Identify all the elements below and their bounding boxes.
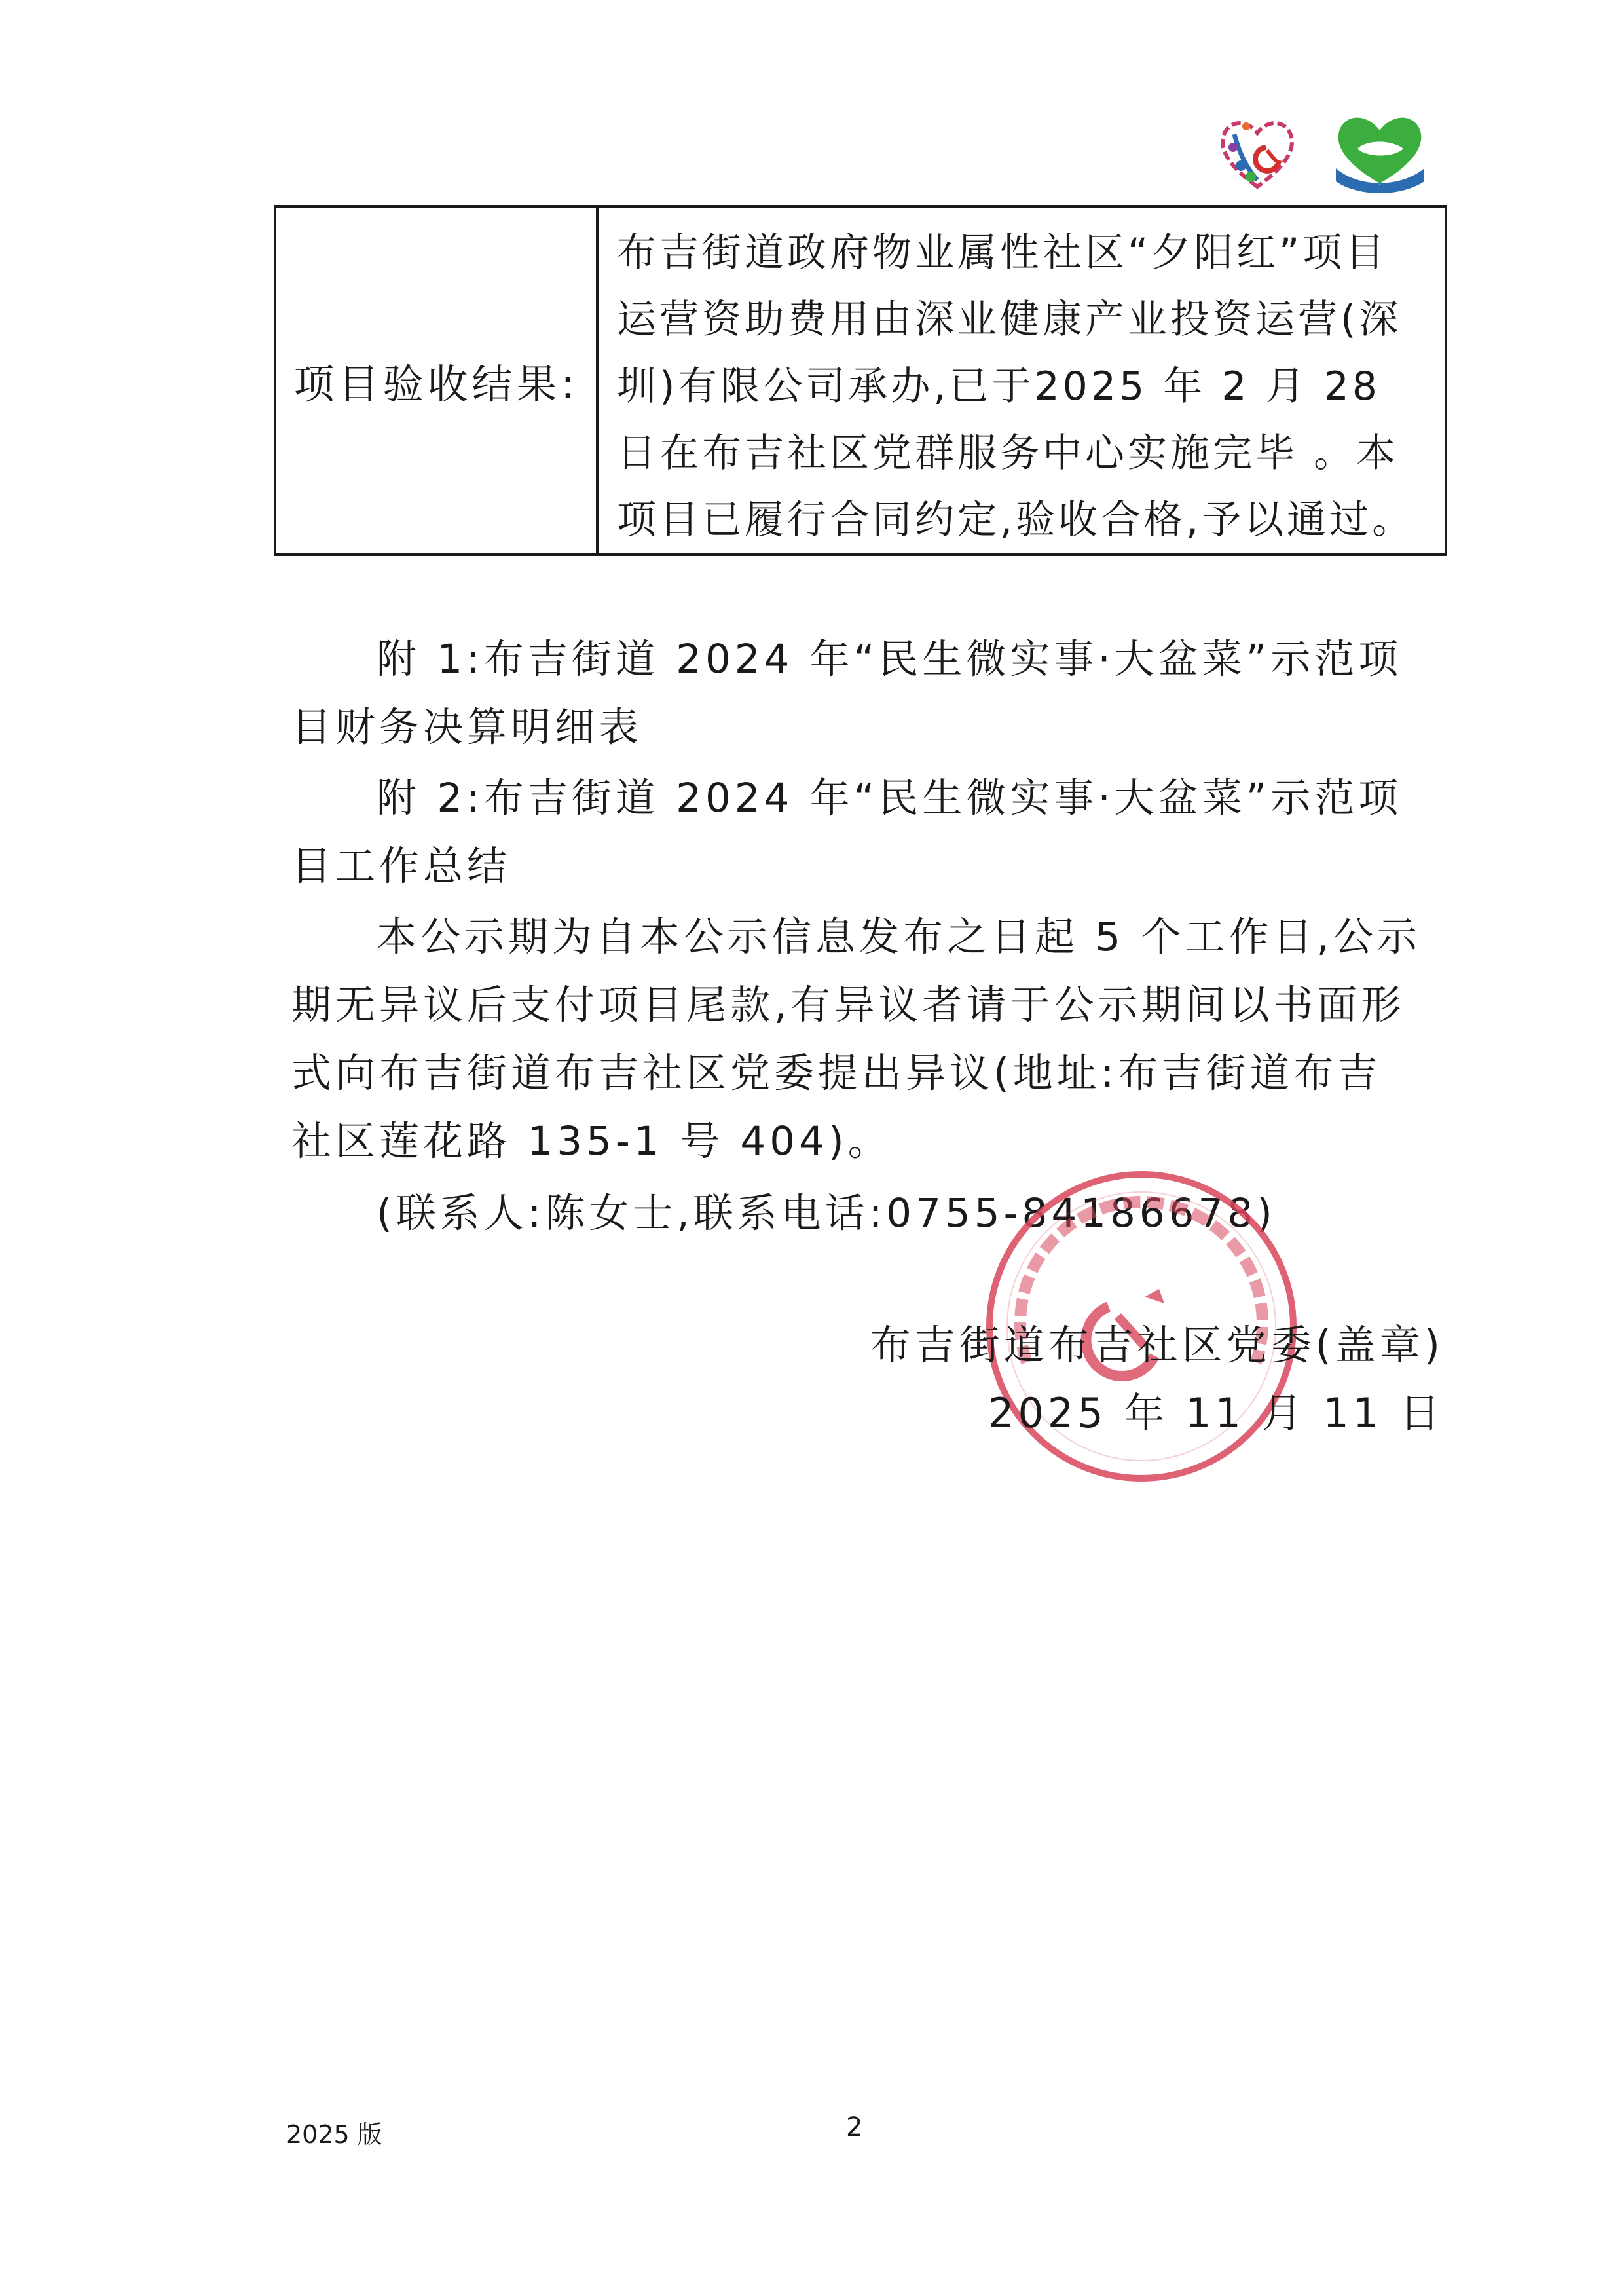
table-content-line: 布吉街道政府物业属性社区“夕阳红”项目	[617, 230, 1388, 276]
green-heart-hands-logo-icon	[1326, 108, 1434, 196]
signature-block	[815, 1311, 1444, 1447]
header-logos	[1215, 108, 1437, 200]
page-number: 2	[846, 2112, 863, 2142]
notice-line: 社区莲花路 135-1 号 404)。	[291, 1118, 892, 1165]
attachment-2-line-1: 附 2:布吉街道 2024 年“民生微实事·大盆菜”示范项	[377, 775, 1403, 821]
notice-line: 期无异议后支付项目尾款,有异议者请于公示期间以书面形	[291, 982, 1405, 1028]
heart-ribbon-logo-icon	[1215, 108, 1300, 196]
table-label-cell: 项目验收结果:	[275, 206, 597, 555]
contact-info: (联系人:陈女士,联系电话:0755-84186678)	[377, 1190, 1276, 1237]
signature-date: 2025 年 11 月 11 日	[987, 1389, 1444, 1437]
attachment-2-line-2: 目工作总结	[291, 843, 511, 889]
table-content-line: 项目已履行合同约定,验收合格,予以通过。	[617, 497, 1415, 543]
table-content-line: 圳)有限公司承办,已于2025 年 2 月 28	[617, 364, 1380, 409]
attachment-1-line-1: 附 1:布吉街道 2024 年“民生微实事·大盆菜”示范项	[377, 636, 1403, 682]
table-content-line: 日在布吉社区党群服务中心实施完毕 。本	[617, 430, 1399, 476]
acceptance-result-table	[274, 205, 1447, 556]
footer-edition: 2025 版	[286, 2120, 382, 2149]
table-content-line: 运营资助费用由深业健康产业投资运营(深	[617, 297, 1402, 343]
document-body	[291, 625, 1444, 1248]
table-content-cell	[597, 206, 1446, 555]
attachment-1-line-2: 目财务决算明细表	[291, 704, 643, 751]
table-row	[275, 206, 1446, 555]
notice-line: 本公示期为自本公示信息发布之日起 5 个工作日,公示	[377, 914, 1421, 960]
signature-org: 布吉街道布吉社区党委(盖章)	[870, 1321, 1444, 1369]
svg-text:·: ·	[1378, 181, 1381, 189]
notice-line: 式向布吉街道布吉社区党委提出异议(地址:布吉街道布吉	[291, 1050, 1382, 1096]
